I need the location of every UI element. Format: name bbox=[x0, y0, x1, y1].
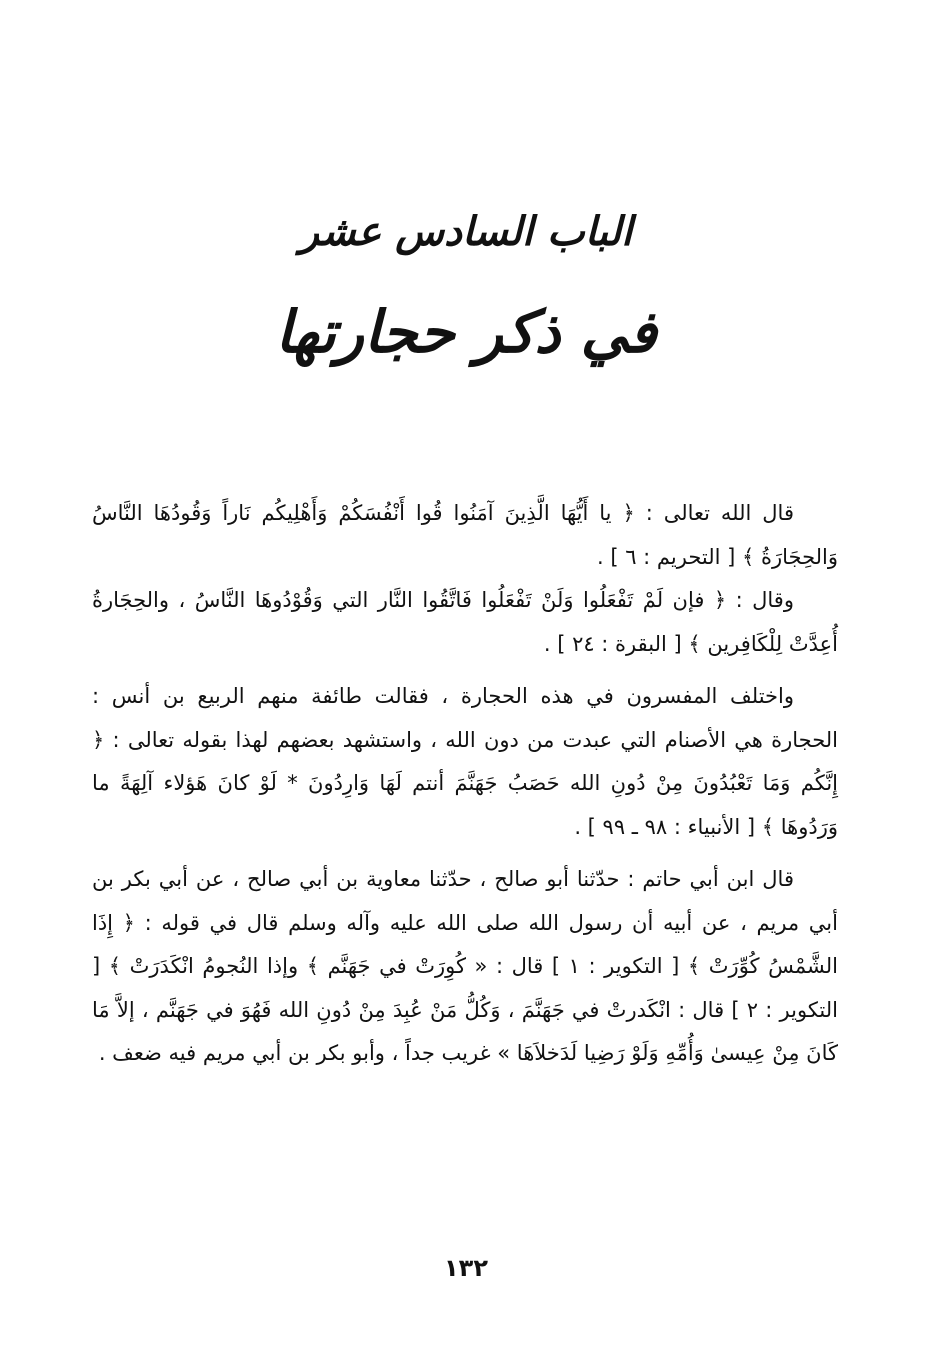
chapter-number-heading: الباب السادس عشر bbox=[299, 208, 633, 255]
chapter-title: في ذكر حجارتها bbox=[275, 298, 657, 366]
paragraph: واختلف المفسرون في هذه الحجارة ، فقالت طائفة منهم الربيع بن أنس : الحجارة هي الأصنام التي عبدت من دون الله ، واستشهد بعضهم لهذا بقوله تعالى : ﴿ إِنَّكُم وَمَا تَعْبُدُونَ مِنْ دُونِ الله حَصَبُ جَهَنَّمَ أنتم لَهَا وَارِدُونَ * لَوْ كانَ هَؤلاء آلِهَةً ما وَرَدُوهَا ﴾ [ الأنبياء : ٩٨ ـ ٩٩ ] . bbox=[92, 684, 838, 839]
page-number: ١٣٢ bbox=[444, 1254, 488, 1282]
body-text bbox=[92, 492, 838, 1076]
paragraph: قال الله تعالى : ﴿ يا أَيُّهَا الَّذِينَ آمَنُوا قُوا أَنْفُسَكُمْ وَأَهْلِيكُم نَاراً وَقُودُهَا النَّاسُ وَالحِجَارَةُ ﴾ [ التحريم : ٦ ] . bbox=[92, 501, 838, 569]
paragraph: وقال : ﴿ فإن لَمْ تَفْعَلُوا وَلَنْ تَفْعَلُوا فَاتَّقُوا النَّار التي وَقُوْدُوهَا النَّاسُ ، والحِجَارةُ أُعِدَّتْ لِلْكَافِرين ﴾ [ البقرة : ٢٤ ] . bbox=[92, 588, 838, 656]
paragraph: قال ابن أبي حاتم : حدّثنا أبو صالح ، حدّثنا معاوية بن أبي صالح ، عن أبي بكر بن أبي مريم ، عن أبيه أن رسول الله صلى الله عليه وآله وسلم قال في قوله : ﴿ إِذَا الشَّمْسُ كُوِّرَتْ ﴾ [ التكوير : ١ ] قال : « كُوِرَتْ في جَهَنَّم ﴾ وإذا النُجومُ انْكَدَرَتْ ﴾ [ التكوير : ٢ ] قال : انْكَدرتْ في جَهَنَّمَ ، وَكُلُّ مَنْ عُبِدَ مِنْ دُونِ الله فَهُوَ في جَهَنَّم ، إلاَّ مَا كَانَ مِنْ عِيسىٰ وَأُمِّهِ وَلَوْ رَضِيا لَدَخلاَهَا » غريب جداً ، وأبو بكر بن أبي مريم فيه ضعف . bbox=[92, 867, 838, 1065]
